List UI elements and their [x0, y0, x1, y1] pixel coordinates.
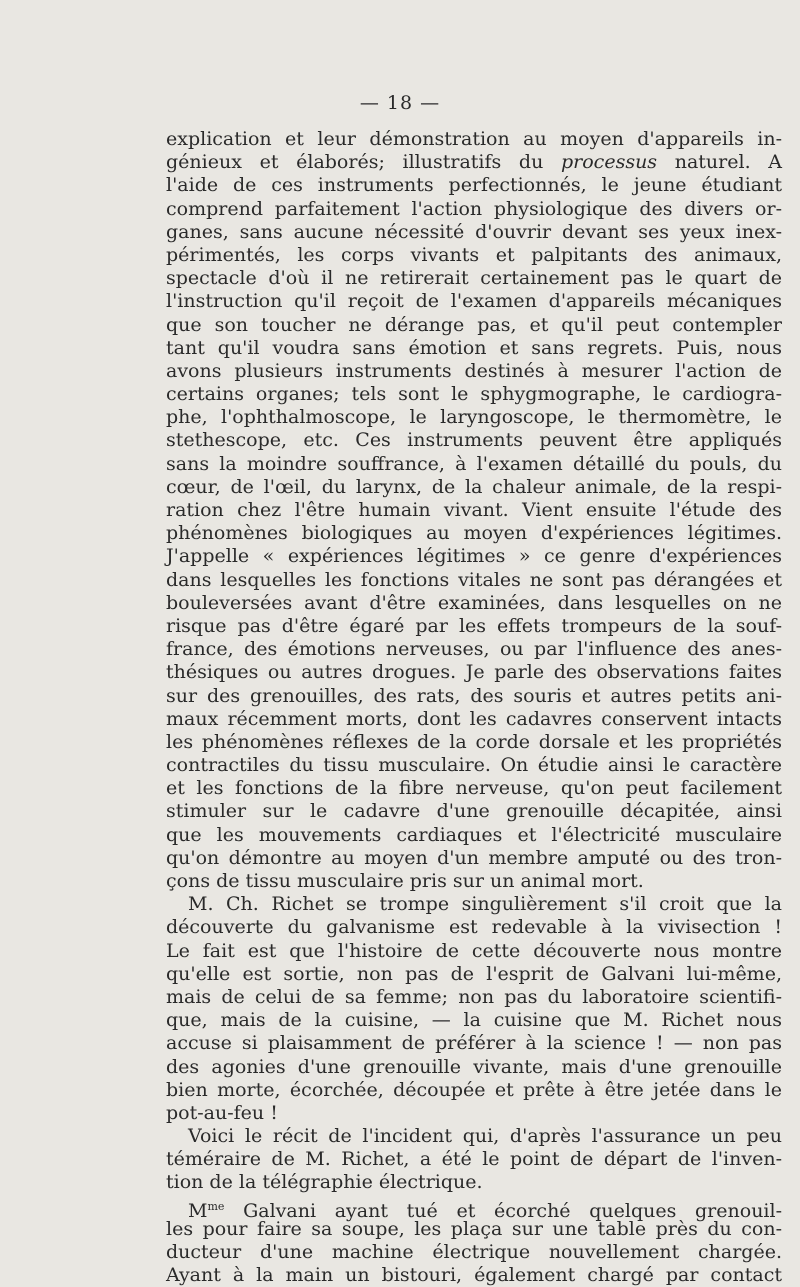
- text-line: [166, 731, 782, 754]
- text-line: [166, 174, 782, 197]
- text-line-content: qu'on démontre au moyen d'un membre amputé ou des tron-: [166, 846, 782, 869]
- text-line: [166, 1148, 782, 1171]
- italic-term: processus: [561, 151, 658, 174]
- text-line-content: bien morte, écorchée, découpée et prête à être jetée dans le: [166, 1078, 782, 1101]
- text-line: [166, 337, 782, 360]
- text-line: [166, 685, 782, 708]
- text-line-content: certains organes; tels sont le sphygmographe, le cardiogra-: [166, 383, 782, 406]
- text-line: [166, 800, 782, 823]
- text-line-content: thésiques ou autres drogues. Je parle des observations faites: [166, 661, 782, 684]
- text-line-content: J'appelle « expériences légitimes » ce genre d'expériences: [166, 545, 782, 568]
- text-line-content: ganes, sans aucune nécessité d'ouvrir devant ses yeux inex-: [166, 220, 782, 243]
- text-line-content: ducteur d'une machine électrique nouvellement chargée.: [166, 1241, 782, 1263]
- text-line: [166, 615, 782, 638]
- text-line-content: france, des émotions nerveuses, ou par l'influence des anes-: [166, 638, 782, 661]
- text-line: [166, 986, 782, 1009]
- text-line-content: qu'elle est sortie, non pas de l'esprit de Galvani lui-même,: [166, 962, 782, 985]
- text-line: [166, 360, 782, 383]
- text-line-content: sans la moindre souffrance, à l'examen détaillé du pouls, du: [166, 452, 782, 475]
- superscript: me: [207, 1199, 225, 1213]
- text-line: [166, 453, 782, 476]
- text-line-content: que son toucher ne dérange pas, et qu'il peut contempler: [166, 313, 782, 336]
- text-line: [166, 847, 782, 870]
- text-line-content: M. Ch. Richet se trompe singulièrement s'il croit que la: [188, 893, 782, 916]
- text-line-content: tant qu'il voudra sans émotion et sans regrets. Puis, nous: [166, 336, 782, 359]
- text-line-content: explication et leur démonstration au moyen d'appareils in-: [166, 128, 782, 150]
- text-line: [166, 592, 782, 615]
- text-line-content: phénomènes biologiques au moyen d'expériences légitimes.: [166, 522, 782, 545]
- text-line: [166, 1056, 782, 1079]
- text-line: [166, 661, 782, 684]
- text-line-content: bouleversées avant d'être examinées, dans lesquelles on ne: [166, 591, 782, 614]
- text-line: [166, 198, 782, 221]
- text-line-content: dans lesquelles les fonctions vitales ne sont pas dérangées et: [166, 568, 782, 591]
- text-line-content: les phénomènes réflexes de la corde dorsale et les propriétés: [166, 730, 782, 753]
- page-number: — 18 —: [359, 92, 441, 114]
- text-line-content: sur des grenouilles, des rats, des souris et autres petits ani-: [166, 684, 782, 707]
- text-line: [166, 638, 782, 661]
- text-line-content: maux récemment morts, dont les cadavres conservent intacts: [166, 707, 782, 730]
- text-line-content: pot-au-feu !: [166, 1101, 278, 1124]
- text-line: [166, 476, 782, 499]
- text-line-content: l'instruction qu'il reçoit de l'examen d'appareils mécaniques: [166, 290, 782, 313]
- text-line: [166, 383, 782, 406]
- text-line-content: Ayant à la main un bistouri, également chargé par contact: [166, 1264, 782, 1287]
- text-line: [166, 128, 782, 151]
- text-line-content: spectacle d'où il ne retirerait certainement pas le quart de: [166, 267, 782, 290]
- text-line-content: stimuler sur le cadavre d'une grenouille décapitée, ainsi: [166, 800, 782, 823]
- text-line-content: avons plusieurs instruments destinés à mesurer l'action de: [166, 359, 782, 382]
- text-line: [166, 824, 782, 847]
- text-line-content: phe, l'ophthalmoscope, le laryngoscope, le thermomètre, le: [166, 406, 782, 429]
- text-line: [166, 963, 782, 986]
- text-line: [166, 916, 782, 939]
- text-line: [166, 545, 782, 568]
- text-line-content: des agonies d'une grenouille vivante, mais d'une grenouille: [166, 1055, 782, 1078]
- text-line: [166, 870, 782, 893]
- text-line-content: génieux et élaborés; illustratifs du: [166, 151, 561, 174]
- text-line: [166, 1079, 782, 1102]
- text-line-content: et les fonctions de la fibre nerveuse, qu'on peut facilement: [166, 777, 782, 800]
- text-line-content: stethescope, etc. Ces instruments peuvent être appliqués: [166, 429, 782, 452]
- text-line-content: Le fait est que l'histoire de cette découverte nous montre: [166, 939, 782, 962]
- text-line: [166, 151, 782, 174]
- text-line-content: comprend parfaitement l'action physiologique des divers or-: [166, 197, 782, 220]
- text-line: [166, 893, 782, 916]
- text-line: [166, 244, 782, 267]
- text-line: [166, 221, 782, 244]
- text-line: [166, 429, 782, 452]
- text-line-content: les pour faire sa soupe, les plaça sur une table près du con-: [166, 1217, 782, 1240]
- text-line-content: mais de celui de sa femme; non pas du laboratoire scientifi-: [166, 985, 782, 1008]
- text-line: [166, 1102, 782, 1125]
- text-line: [166, 1125, 782, 1148]
- text-line: [166, 754, 782, 777]
- body-text: [166, 128, 782, 1287]
- text-line-content: découverte du galvanisme est redevable à la vivisection !: [166, 916, 782, 939]
- text-line-content: risque pas d'être égaré par les effets trompeurs de la souf-: [166, 614, 782, 637]
- text-line: [166, 708, 782, 731]
- text-line: [166, 1171, 782, 1194]
- text-line-content: M: [188, 1199, 208, 1222]
- text-line: [166, 1032, 782, 1055]
- text-line-content: cœur, de l'œil, du larynx, de la chaleur animale, de la respi-: [166, 475, 782, 498]
- text-line-content: téméraire de M. Richet, a été le point de départ de l'inven-: [166, 1148, 782, 1171]
- text-line-content: périmentés, les corps vivants et palpitants des animaux,: [166, 243, 782, 266]
- text-line: [166, 499, 782, 522]
- text-line: [166, 1009, 782, 1032]
- text-line: [166, 314, 782, 337]
- text-line-content: Voici le récit de l'incident qui, d'après l'assurance un peu: [188, 1125, 782, 1148]
- text-line: [166, 1195, 782, 1222]
- text-line-tail: naturel. A: [657, 151, 782, 174]
- text-line-content: l'aide de ces instruments perfectionnés, le jeune étudiant: [166, 174, 782, 197]
- text-line-content: ration chez l'être humain vivant. Vient ensuite l'étude des: [166, 499, 782, 521]
- text-line-content: que, mais de la cuisine, — la cuisine que M. Richet nous: [166, 1009, 782, 1032]
- text-line: [166, 406, 782, 429]
- text-line: [166, 1241, 782, 1264]
- text-line: [166, 777, 782, 800]
- text-line: [166, 1218, 782, 1241]
- text-line-tail: Galvani ayant tué et écorché quelques grenouil-: [224, 1199, 782, 1222]
- text-line-content: tion de la télégraphie électrique.: [166, 1171, 483, 1194]
- text-line: [166, 267, 782, 290]
- text-line-content: que les mouvements cardiaques et l'électricité musculaire: [166, 823, 782, 846]
- text-line: [166, 940, 782, 963]
- text-line: [166, 522, 782, 545]
- text-line: [166, 569, 782, 592]
- text-line-content: accuse si plaisamment de préférer à la science ! — non pas: [166, 1032, 782, 1055]
- text-line: [166, 290, 782, 313]
- text-line: [166, 1264, 782, 1287]
- text-line-content: contractiles du tissu musculaire. On étudie ainsi le caractère: [166, 754, 782, 777]
- text-line-content: çons de tissu musculaire pris sur un animal mort.: [166, 870, 644, 892]
